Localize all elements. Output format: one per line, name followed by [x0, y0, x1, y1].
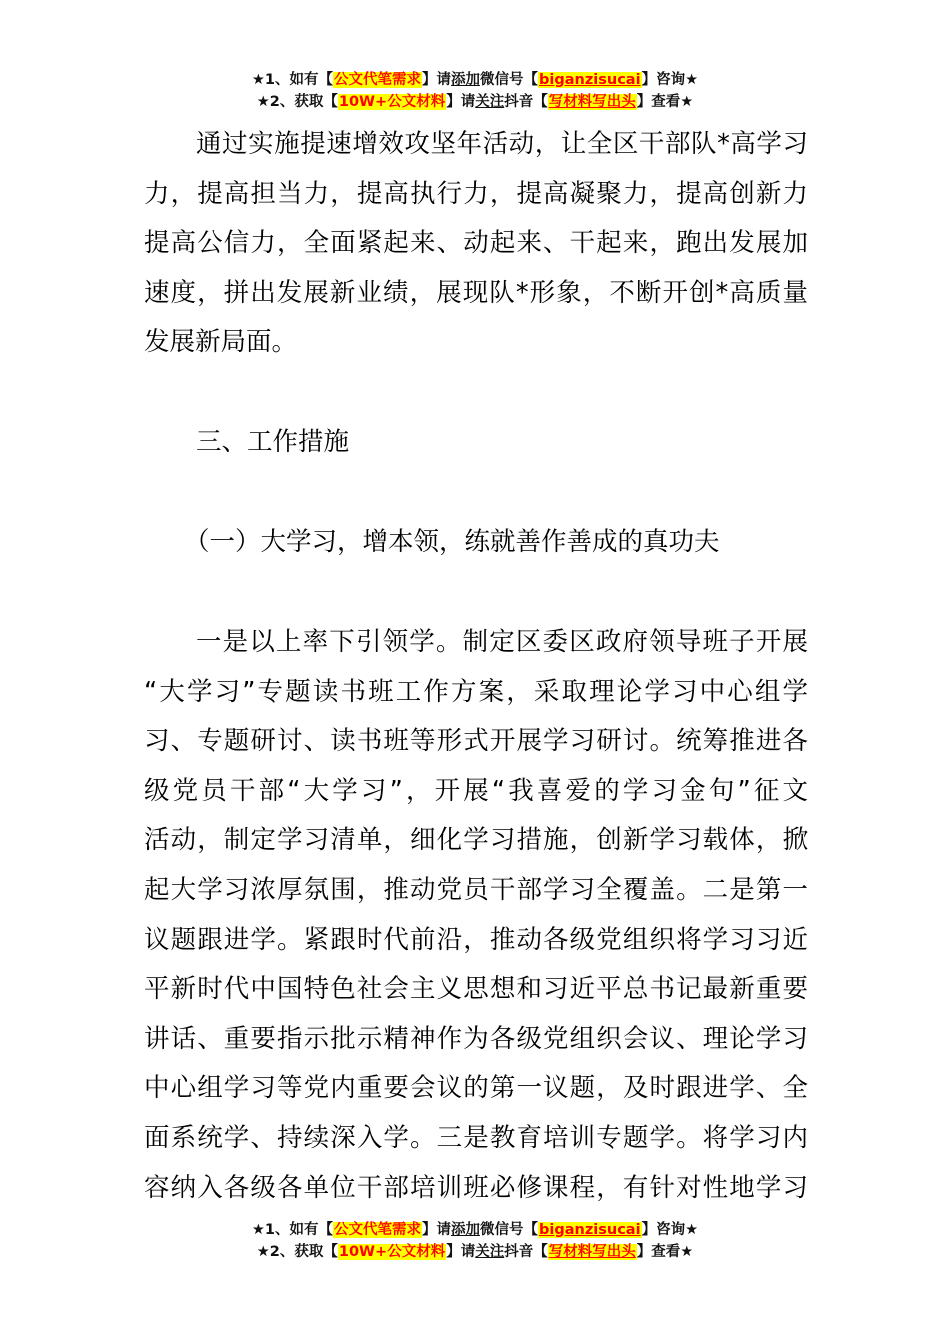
wechat-id-highlight: biganzisucai — [539, 1222, 641, 1238]
section-heading-text: 三、工作措施 — [196, 427, 350, 457]
text-line: 级党员干部“大学习”，开展“我喜爱的学习金句”征文 — [144, 775, 808, 806]
banner-text: 】查看★ — [636, 94, 694, 110]
banner-text: 】请 — [422, 1222, 452, 1238]
text-line: 起大学习浓厚氛围，推动党员干部学习全覆盖。二是第一 — [144, 874, 808, 905]
paragraph-measures — [144, 618, 808, 1213]
text-line: 平新时代中国特色社会主义思想和习近平总书记最新重要 — [144, 974, 808, 1005]
wechat-id-highlight: biganzisucai — [539, 72, 641, 88]
text-line: “大学习”专题读书班工作方案，采取理论学习中心组学 — [144, 676, 808, 707]
text-line: 习、专题研讨、读书班等形式开展学习研讨。统筹推进各 — [144, 726, 808, 757]
text-line: 通过实施提速增效攻坚年活动，让全区干部队*高学习 — [196, 129, 808, 159]
text-line: 发展新局面。 — [144, 327, 298, 358]
text-line: 面系统学、持续深入学。三是教育培训专题学。将学习内 — [144, 1122, 808, 1153]
highlight-service: 公文代笔需求 — [334, 72, 422, 88]
footer-banner — [0, 1219, 950, 1263]
highlight-service: 公文代笔需求 — [334, 1222, 422, 1238]
banner-text: 】请 — [446, 1244, 476, 1260]
banner-line-1 — [0, 69, 950, 91]
underlined-text: 关注 — [475, 94, 505, 110]
paragraph-goals — [144, 120, 808, 368]
subsection-heading — [144, 518, 808, 568]
text-line: 活动，制定学习清单，细化学习措施，创新学习载体，掀 — [144, 825, 808, 856]
douyin-account-highlight: 写材料写出头 — [548, 1244, 636, 1260]
banner-line-2 — [0, 1241, 950, 1263]
section-heading — [144, 418, 808, 468]
banner-text: ★1、如有【 — [251, 1222, 334, 1238]
underlined-text: 添加 — [451, 1222, 481, 1238]
banner-text: ★2、获取【 — [256, 1244, 338, 1260]
underlined-text: 添加 — [451, 72, 481, 88]
banner-text: 抖音【 — [504, 1244, 548, 1260]
banner-text: 】查看★ — [636, 1244, 694, 1260]
banner-text: 】请 — [422, 72, 452, 88]
douyin-account-highlight: 写材料写出头 — [548, 94, 636, 110]
highlight-materials: 10W+公文材料 — [338, 1244, 446, 1260]
text-line: 容纳入各级各单位干部培训班必修课程，有针对性地学习 — [144, 1172, 808, 1203]
text-line: 力，提高担当力，提高执行力，提高凝聚力，提高创新力 — [144, 178, 808, 209]
header-banner — [0, 69, 950, 113]
banner-text: ★1、如有【 — [251, 72, 334, 88]
text-line: 中心组学习等党内重要会议的第一议题，及时跟进学、全 — [144, 1073, 808, 1104]
banner-line-2 — [0, 91, 950, 113]
banner-text: 抖音【 — [504, 94, 548, 110]
text-line: 讲话、重要指示批示精神作为各级党组织会议、理论学习 — [144, 1023, 808, 1054]
banner-text: ★2、获取【 — [256, 94, 338, 110]
text-line: 速度，拼出发展新业绩，展现队*形象，不断开创*高质量 — [144, 277, 808, 308]
underlined-text: 关注 — [475, 1244, 505, 1260]
highlight-materials: 10W+公文材料 — [338, 94, 446, 110]
banner-text: 】咨询★ — [641, 72, 699, 88]
banner-text: 】请 — [446, 94, 476, 110]
text-line: 一是以上率下引领学。制定区委区政府领导班子开展 — [196, 627, 808, 657]
banner-text: 微信号【 — [480, 1222, 539, 1238]
text-line: 议题跟进学。紧跟时代前沿，推动各级党组织将学习习近 — [144, 924, 808, 955]
subsection-heading-text: （一）大学习，增本领，练就善作善成的真功夫 — [184, 527, 720, 557]
banner-text: 微信号【 — [480, 72, 539, 88]
banner-line-1 — [0, 1219, 950, 1241]
text-line: 提高公信力，全面紧起来、动起来、干起来，跑出发展加 — [144, 228, 808, 259]
banner-text: 】咨询★ — [641, 1222, 699, 1238]
